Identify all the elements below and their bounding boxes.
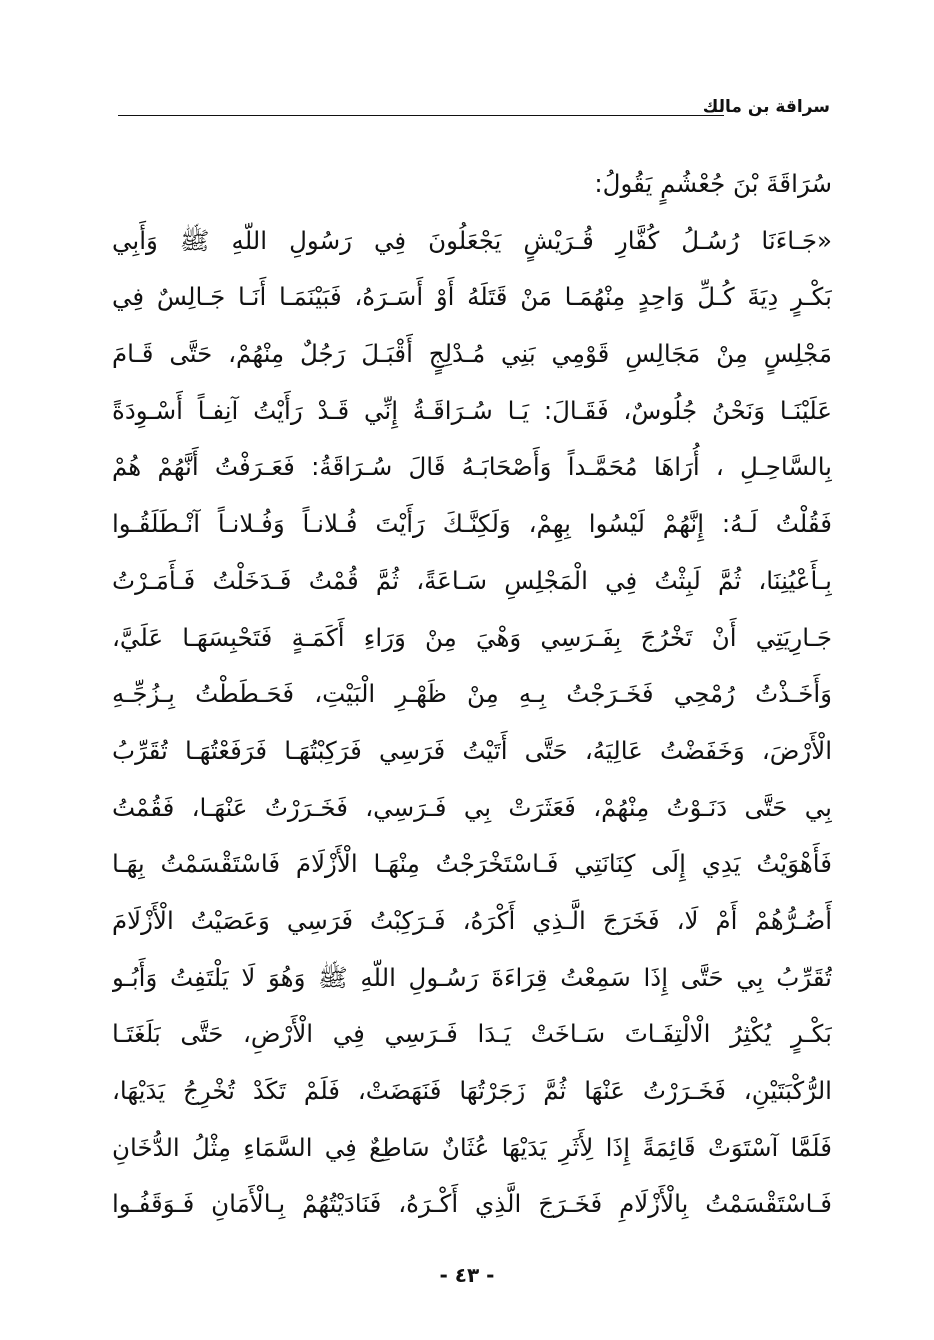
text-line: تُقَرِّبُ بِي حَتَّى إِذَا سَمِعْتُ قِرَاءَةَ رَسُـولِ اللّهِ ﷺ وَهُوَ لَا يَلْتَفِتُ وَأَبُـو: [112, 962, 832, 992]
body-text: [112, 156, 832, 1233]
header-rule: [118, 115, 724, 116]
text-line: فَأَهْوَيْتُ يَدِي إِلَى كِنَانَتِي فَـاسْتَخْرَجْتُ مِنْهَـا الْأَزْلَامَ فَاسْتَقْسَمْتُ بِهَـا: [112, 849, 832, 879]
text-line: أَضُـرُّهُمْ أَمْ لَا، فَخَرَجَ الَّـذِي أَكْرَهُ، فَـرَكِبْتُ فَرَسِي وَعَصَيْتُ الْأَزْلَامَ: [112, 905, 832, 935]
text-line: بِي حَتَّى دَنَـوْتُ مِنْهُمْ، فَعَثَرَتْ بِي فَـرَسِي، فَخَـرَرْتُ عَنْهَـا، فَقُمْتُ: [112, 792, 832, 822]
text-line: بَكْـرٍ دِيَةَ كُـلِّ وَاحِدٍ مِنْهُمَـا مَنْ قَتَلَهُ أَوْ أَسَـرَهُ، فَبَيْنَمَـا أَنَـا جَـالِسٌ فِي: [112, 282, 832, 312]
text-line: «جَـاءَنَا رُسُـلُ كُفَّارِ قُـرَيْشٍ يَجْعَلُونَ فِي رَسُولِ اللّهِ ﷺ وَأَبِي: [112, 225, 832, 255]
text-line: بَكْـرٍ يُكْثِرُ الْالْتِفَـاتَ سَـاخَتْ يَـدَا فَـرَسِي فِي الْأَرْضِ، حَتَّى بَلَغَتَـا: [112, 1019, 832, 1049]
text-line: عَلَيْنَـا وَنَحْنُ جُلُوسٌ، فَقَـالَ: يَـا سُـرَاقَـةُ إِنِّي قَـدْ رَأَيْتُ آنِفـاً أَسْـوِدَةً: [112, 395, 832, 425]
text-line: سُرَاقَةَ بْنَ جُعْشُمٍ يَقُولُ:: [594, 169, 832, 198]
page-number: - ٤٣ -: [439, 1263, 495, 1287]
text-line: فَقُلْتُ لَـهُ: إِنَّهُمْ لَيْسُوا بِهِمْ، وَلَكِنَّـكَ رَأَيْتَ فُـلانـاً وَفُـلانـاً آنْـطَلَقُـوا: [112, 509, 832, 539]
text-line: الْأَرْضَ، وَخَفَضْتُ عَالِيَهُ، حَتَّى أَتَيْتُ فَرَسِي فَرَكِبْتُهَـا فَرَفَعْتُهَـا تُقَرِّبُ: [112, 735, 832, 765]
text-line: مَجْلِسٍ مِنْ مَجَالِسِ قَوْمِي بَنِي مُـدْلِجٍ أَقْبَـلَ رَجُلٌ مِنْهُمْ، حَتَّى قَـامَ: [112, 339, 832, 369]
running-header-title: سراقة بن مالك: [702, 97, 830, 117]
text-line: فَلَمَّا آسْتَوَتْ قَائِمَةً إِذَا لِأَثَرِ يَدَيْهَا عُثَانٌ سَاطِعٌ فِي السَّمَاءِ مِثْلُ الدُّخَانِ: [112, 1132, 832, 1162]
text-line: بِـأَعْيُنِنَا، ثُمَّ لَبِثْتُ فِي الْمَجْلِسِ سَـاعَةً، ثُمَّ قُمْتُ فَـدَخَلْتُ فَـأَمَـرْتُ: [112, 565, 832, 595]
text-line: بِالسَّاحِـلِ ، أُرَاهَا مُحَمَّـداً وَأَصْحَابَـهُ قَالَ سُـرَاقَةُ: فَعَـرَفْتُ أَنَّهُمْ هُمْ: [112, 452, 832, 482]
text-line: فَـاسْتَقْسَمْتُ بِالْأَزْلَامِ فَخَـرَجَ الَّذِي أَكْـرَهُ، فَنَادَيْتُهُمْ بِـالْأَمَانِ فَـوَقَفُـوا: [112, 1189, 832, 1219]
text-line: جَـارِيَتِي أَنْ تَخْرُجَ بِفَـرَسِي وَهْيَ مِنْ وَرَاءِ أَكَمَـةٍ فَتَحْبِسَهَـا عَلَيَّ،: [112, 622, 832, 652]
text-line: الرُّكْبَتَيْنِ، فَخَـرَرْتُ عَنْهَا ثُمَّ زَجَرْتُهَا فَنَهَضَتْ، فَلَمْ تَكَدْ تُخْرِجُ يَدَيْهَا،: [112, 1076, 832, 1105]
running-header: [118, 96, 830, 124]
text-line: وَأَخَـذْتُ رُمْحِي فَخَـرَجْتُ بِـهِ مِنْ ظَهْـرِ الْبَيْتِ، فَحَـطَطْتُ بِـزُجِّـهِ: [112, 679, 832, 709]
